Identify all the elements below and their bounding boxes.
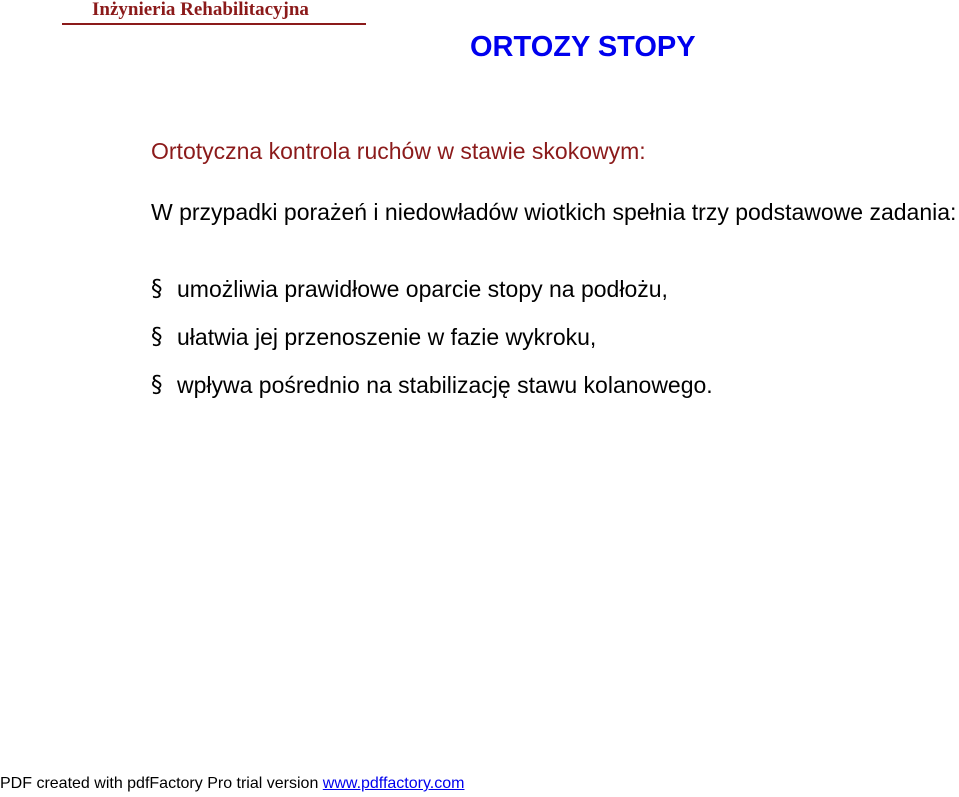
- bullet-text: umożliwia prawidłowe oparcie stopy na podłożu,: [177, 276, 668, 302]
- bullet-list: [151, 265, 713, 409]
- section-sign-icon: §: [151, 276, 163, 302]
- header-title: Inżynieria Rehabilitacyjna: [92, 0, 309, 20]
- pdf-footer: [0, 774, 464, 794]
- section-sign-icon: §: [151, 324, 163, 350]
- pdffactory-link[interactable]: www.pdffactory.com: [322, 775, 465, 792]
- list-item: [151, 361, 713, 409]
- footer-text: PDF created with pdfFactory Pro trial version: [0, 775, 323, 792]
- list-item: [151, 265, 713, 313]
- header-underline: [62, 23, 366, 25]
- intro-paragraph: W przypadki porażeń i niedowładów wiotkich spełnia trzy podstawowe zadania:: [151, 199, 957, 225]
- slide-title: ORTOZY STOPY: [470, 31, 696, 63]
- list-item: [151, 313, 713, 361]
- slide-subheading: Ortotyczna kontrola ruchów w stawie skokowym:: [151, 138, 646, 164]
- bullet-text: ułatwia jej przenoszenie w fazie wykroku,: [177, 324, 597, 350]
- section-sign-icon: §: [151, 372, 163, 398]
- bullet-text: wpływa pośrednio na stabilizację stawu kolanowego.: [177, 372, 713, 398]
